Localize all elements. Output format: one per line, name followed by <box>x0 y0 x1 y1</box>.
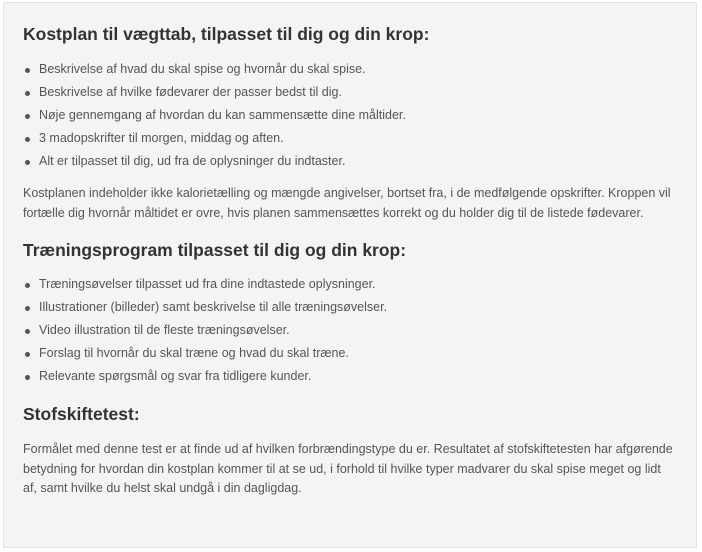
list-item <box>23 127 677 150</box>
list-item <box>23 58 677 81</box>
list-item <box>23 365 677 388</box>
list-item-text: Træningsøvelser tilpasset ud fra dine indtastede oplysninger. <box>39 277 376 291</box>
bullet-icon <box>25 160 30 165</box>
section-title-stofskiftetest: Stofskiftetest: <box>23 404 140 424</box>
list-item <box>23 342 677 365</box>
bullet-icon <box>25 68 30 73</box>
list-item-text: Forslag til hvornår du skal træne og hvad du skal træne. <box>39 346 349 360</box>
list-item <box>23 273 677 296</box>
list-item-text: Relevante spørgsmål og svar fra tidligere kunder. <box>39 369 312 383</box>
list-item <box>23 104 677 127</box>
feature-list-kostplan <box>23 58 677 173</box>
list-item <box>23 150 677 173</box>
section-title-kostplan: Kostplan til vægttab, tilpasset til dig og din krop: <box>23 24 430 44</box>
section-paragraph-kostplan: Kostplanen indeholder ikke kalorietælling og mængde angivelser, bortset fra, i de medfølgende opskrifter. Kroppen vil fortælle dig hvornår måltidet er ovre, hvis planen sammensættes korrekt og du holder dig til de listede fødevarer. <box>23 186 671 220</box>
list-item-text: Nøje gennemgang af hvordan du kan sammensætte dine måltider. <box>39 108 406 122</box>
content-panel <box>3 2 697 548</box>
bullet-icon <box>25 137 30 142</box>
list-item <box>23 319 677 342</box>
list-item-text: 3 madopskrifter til morgen, middag og aften. <box>39 131 284 145</box>
bullet-icon <box>25 329 30 334</box>
list-item-text: Alt er tilpasset til dig, ud fra de oplysninger du indtaster. <box>39 154 346 168</box>
list-item <box>23 296 677 319</box>
section-title-traeningsprogram: Træningsprogram tilpasset til dig og din krop: <box>23 240 407 260</box>
list-item-text: Video illustration til de fleste træningsøvelser. <box>39 323 290 337</box>
bullet-icon <box>25 283 30 288</box>
list-item-text: Beskrivelse af hvad du skal spise og hvornår du skal spise. <box>39 62 366 76</box>
list-item-text: Illustrationer (billeder) samt beskrivelse til alle træningsøvelser. <box>39 300 388 314</box>
feature-list-traeningsprogram <box>23 273 677 388</box>
section-paragraph-stofskiftetest: Formålet med denne test er at finde ud af hvilken forbrændingstype du er. Resultatet af stofskiftetesten har afgørende betydning for hvordan din kostplan kommer til at se ud, i forhold til hvilke typer madvarer du skal spise meget og lidt af, samt hvilke du helst skal undgå i din dagligdag. <box>23 442 673 495</box>
bullet-icon <box>25 91 30 96</box>
list-item-text: Beskrivelse af hvilke fødevarer der passer bedst til dig. <box>39 85 342 99</box>
bullet-icon <box>25 114 30 119</box>
list-item <box>23 81 677 104</box>
bullet-icon <box>25 352 30 357</box>
bullet-icon <box>25 306 30 311</box>
bullet-icon <box>25 375 30 380</box>
